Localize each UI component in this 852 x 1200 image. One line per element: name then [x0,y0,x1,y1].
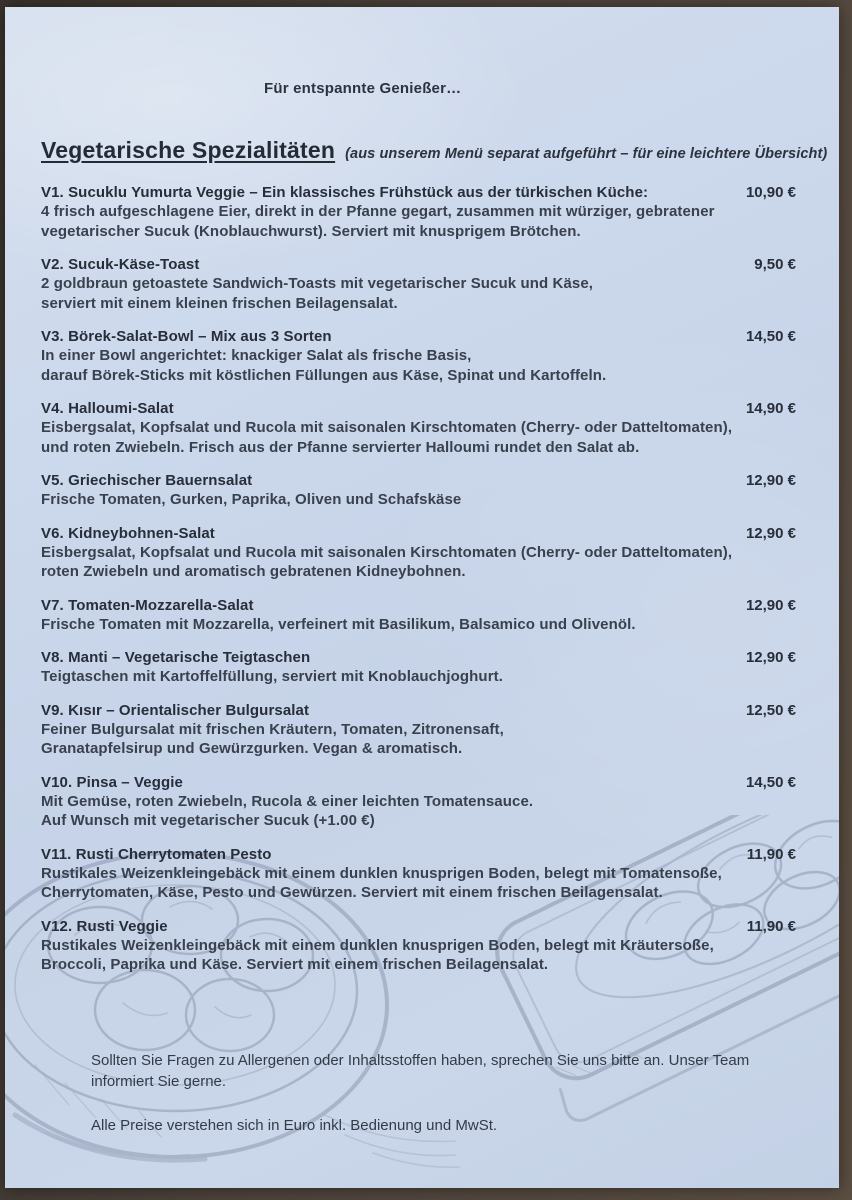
item-title: V10. Pinsa – Veggie [41,773,183,791]
item-description-line: darauf Börek-Sticks mit köstlichen Füllungen aus Käse, Spinat und Kartoffeln. [41,366,607,384]
item-title: V3. Börek-Salat-Bowl – Mix aus 3 Sorten [41,328,332,345]
item-price: 11,90 € [746,917,796,935]
item-title: V4. Halloumi-Salat [41,400,174,417]
item-description-line: 4 frisch aufgeschlagene Eier, direkt in der Pfanne gegart, zusammen mit würziger, gebratener [41,203,715,220]
item-price: 10,90 € [745,184,796,201]
item-description-line: vegetarischer Sucuk (Knoblauchwurst). Serviert mit knusprigem Brötchen. [41,222,581,240]
item-description-line: Eisbergsalat, Kopfsalat und Rucola mit saisonalen Kirschtomaten (Cherry- oder Datteltomaten), [41,419,733,436]
item-description-line: 2 goldbraun getoastete Sandwich-Toasts mit vegetarischer Sucuk und Käse, [41,275,594,292]
item-title: V6. Kidneybohnen-Salat [41,524,215,542]
item-price: 12,90 € [745,524,796,542]
menu-item-v9 [41,701,796,759]
menu-item-v11 [41,845,796,903]
menu-item-v10 [41,773,796,831]
item-description-line: Mit Gemüse, roten Zwiebeln, Rucola & einer leichten Tomatensauce. [41,792,534,810]
section-heading [41,137,827,164]
item-description-line: Rustikales Weizenkleingebäck mit einem dunklen knusprigen Boden, belegt mit Kräutersoße, [41,936,714,954]
item-description-line: Granatapfelsirup und Gewürzgurken. Vegan & aromatisch. [41,740,463,757]
menu-paper [5,7,839,1188]
item-description-line: Frische Tomaten, Gurken, Paprika, Oliven und Schafskäse [41,491,462,508]
item-price: 12,90 € [745,596,796,614]
allergy-note-line: informiert Sie gerne. [91,1073,227,1090]
menu-content [5,7,839,1188]
menu-item-v2 [41,255,796,313]
item-title: V2. Sucuk-Käse-Toast [41,256,200,273]
item-description-line: Cherrytomaten, Käse, Pesto und Gewürzen. Serviert mit einem frischen Beilagensalat. [41,884,663,901]
menu-item-v7 [41,596,796,635]
item-description-line: Teigtaschen mit Kartoffelfüllung, serviert mit Knoblauchjoghurt. [41,668,503,685]
item-description-line: Broccoli, Paprika und Käse. Serviert mit einem frischen Beilagensalat. [41,956,549,973]
allergy-note-line: Sollten Sie Fragen zu Allergenen oder Inhaltsstoffen haben, sprechen Sie uns bitte an. Unser Team [91,1052,750,1069]
item-price: 9,50 € [754,256,796,273]
item-price: 12,50 € [745,701,796,719]
item-title: V8. Manti – Vegetarische Teigtaschen [41,649,311,666]
menu-item-v3 [41,327,796,385]
item-price: 14,50 € [745,773,796,791]
item-title: V7. Tomaten-Mozzarella-Salat [41,596,254,614]
item-price: 12,90 € [745,472,796,489]
menu-item-list [41,183,796,989]
item-title: V1. Sucuklu Yumurta Veggie – Ein klassisches Frühstück aus der türkischen Küche: [41,184,649,201]
item-description-line: In einer Bowl angerichtet: knackiger Salat als frische Basis, [41,347,472,364]
item-description-line: Eisbergsalat, Kopfsalat und Rucola mit saisonalen Kirschtomaten (Cherry- oder Datteltomaten), [41,543,733,561]
footer-notes [91,1050,771,1136]
item-description-line: roten Zwiebeln und aromatisch gebratenen Kidneybohnen. [41,563,466,580]
menu-item-v6 [41,524,796,582]
item-price: 12,90 € [745,649,796,666]
section-title: Vegetarische Spezialitäten [41,137,336,163]
item-title: V12. Rusti Veggie [41,917,168,935]
item-description-line: serviert mit einem kleinen frischen Beilagensalat. [41,294,398,312]
item-title: V11. Rusti Cherrytomaten Pesto [41,845,272,863]
item-price: 11,90 € [746,845,796,863]
menu-item-v8 [41,648,796,687]
tagline: Für entspannte Genießer… [264,80,462,97]
item-description-line: Frische Tomaten mit Mozzarella, verfeinert mit Basilikum, Balsamico und Olivenöl. [41,615,636,633]
item-price: 14,90 € [745,400,796,417]
price-note: Alle Preise verstehen sich in Euro inkl. Bedienung und MwSt. [91,1117,498,1134]
item-description-line: Rustikales Weizenkleingebäck mit einem dunklen knusprigen Boden, belegt mit Tomatensoße, [41,864,722,882]
item-title: V5. Griechischer Bauernsalat [41,472,253,489]
menu-item-v4 [41,399,796,457]
menu-item-v12 [41,917,796,975]
item-description-line: Feiner Bulgursalat mit frischen Kräutern, Tomaten, Zitronensaft, [41,720,504,738]
item-title: V9. Kısır – Orientalischer Bulgursalat [41,701,310,719]
item-description-line: Auf Wunsch mit vegetarischer Sucuk (+1.00 €) [41,812,375,829]
item-price: 14,50 € [745,328,796,345]
item-description-line: und roten Zwiebeln. Frisch aus der Pfanne servierter Halloumi rundet den Salat ab. [41,438,640,456]
menu-item-v1 [41,183,796,241]
section-subtitle: (aus unserem Menü separat aufgeführt – für eine leichtere Übersicht) [345,146,828,162]
menu-item-v5 [41,471,796,510]
